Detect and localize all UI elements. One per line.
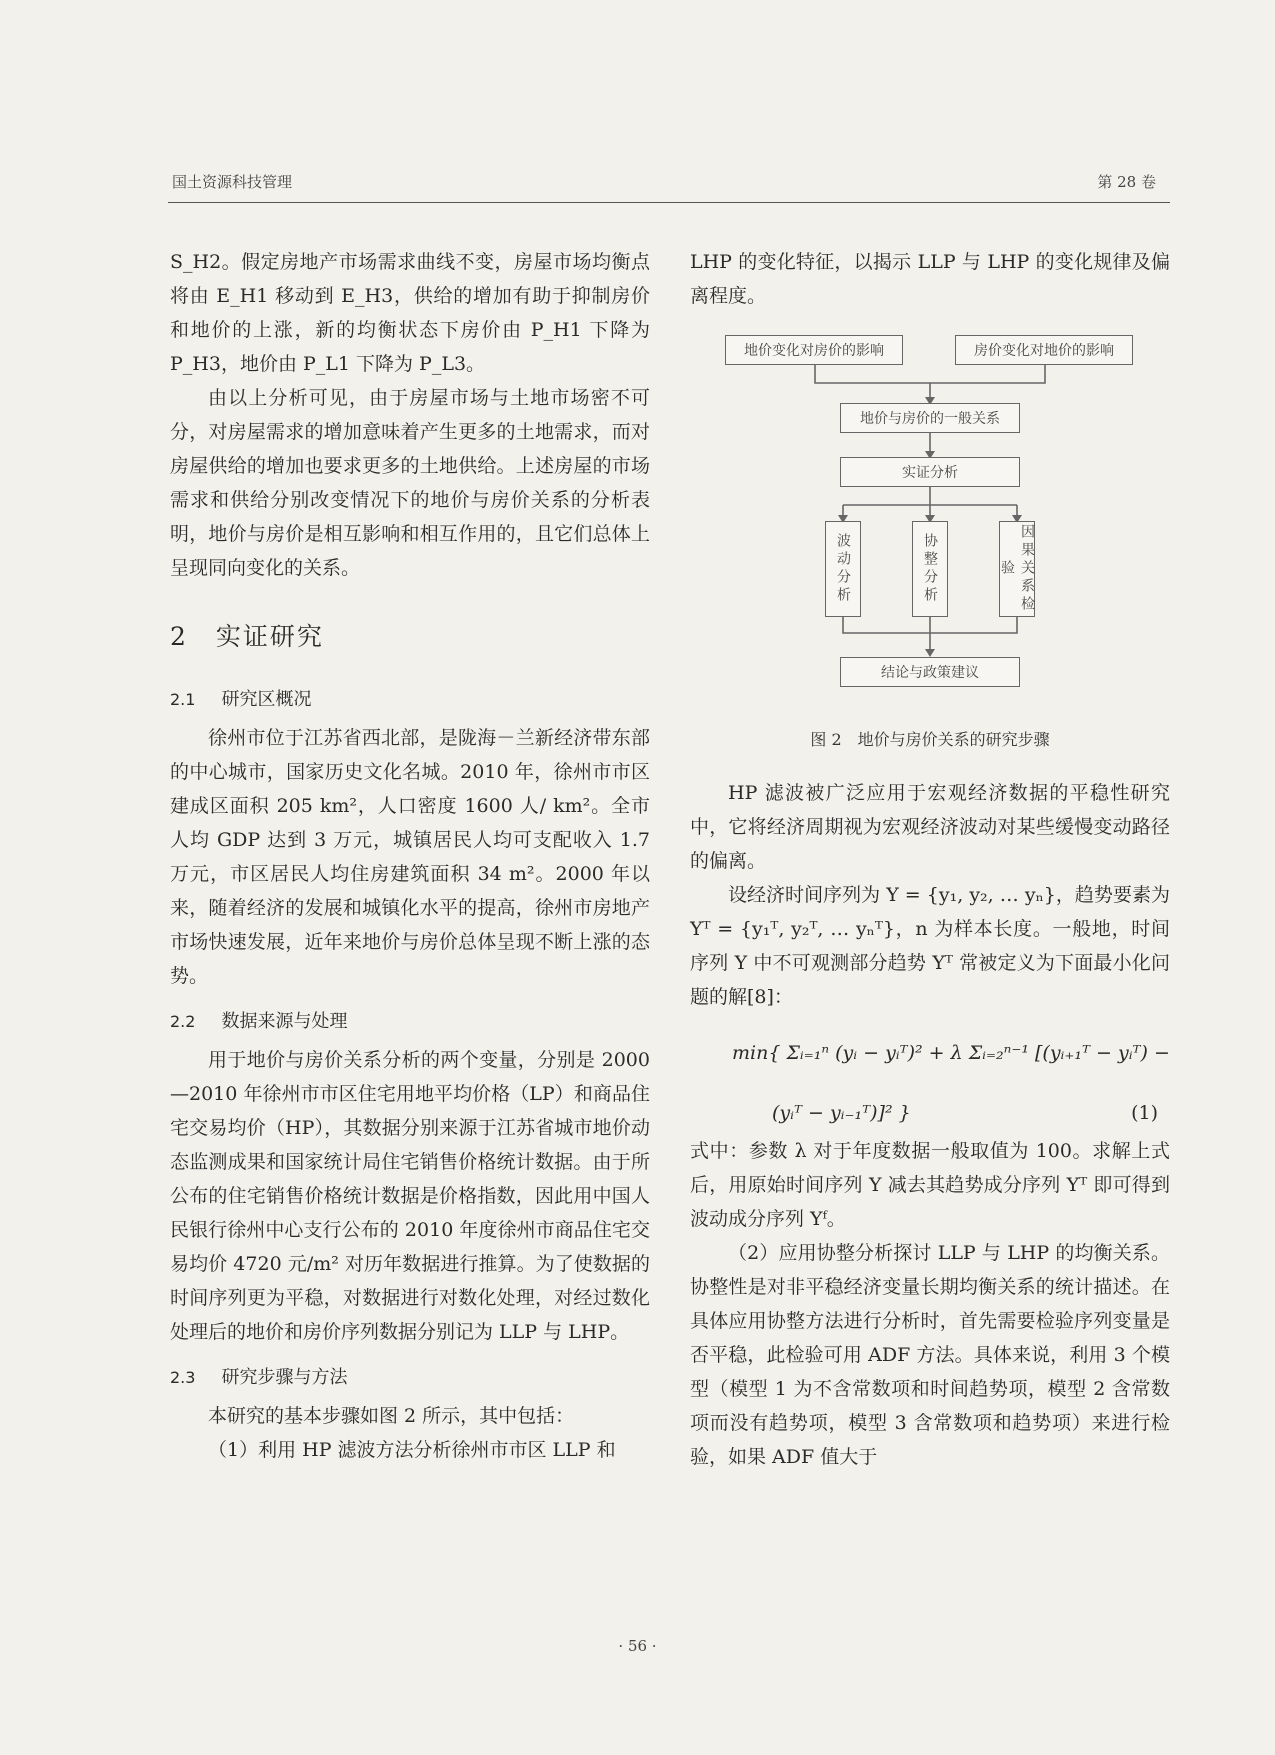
subsection-number: 2.1 (170, 690, 196, 709)
flow-box-empirical-analysis: 实证分析 (840, 457, 1020, 487)
paragraph: 徐州市位于江苏省西北部，是陇海－兰新经济带东部的中心城市，国家历史文化名城。2010 年，徐州市市区建成区面积 205 km²，人口密度 1600 人/ km²。全市人均 GDP 达到 3 万元，城镇居民人均可支配收入 1.7 万元，市区居民人均住房建筑面积 34 m²。2000 年以来，随着经济的发展和城镇化水平的提高，徐州市房地产市场快速发展，近年来地价与房价总体呈现不断上涨的态势。 (170, 727, 650, 987)
equation-line-1: min{ Σᵢ₌₁ⁿ (yᵢ − yᵢᵀ)² + λ Σᵢ₌₂ⁿ⁻¹ [(yᵢ₊₁ᵀ − yᵢᵀ) − (732, 1042, 1170, 1064)
left-column (170, 245, 650, 1467)
equation-1 (690, 1014, 1170, 1134)
section-number: 2 (170, 622, 188, 651)
page-number: · 56 · (618, 1637, 657, 1655)
flowchart-figure (725, 327, 1135, 707)
subsection-title: 数据来源与处理 (221, 1011, 348, 1032)
flow-box-general-relation: 地价与房价的一般关系 (840, 403, 1020, 433)
paragraph: （2）应用协整分析探讨 LLP 与 LHP 的均衡关系。协整性是对非平稳经济变量长期均衡关系的统计描述。在具体应用协整方法进行分析时，首先需要检验序列变量是否平稳，此检验可用 ADF 方法。具体来说，利用 3 个模型（模型 1 为不含常数项和时间趋势项，模型 2 含常数项而没有趋势项，模型 3 含常数项和趋势项）来进行检验，如果 ADF 值大于 (690, 1242, 1170, 1468)
equation-line-2: (yᵢᵀ − yᵢ₋₁ᵀ)]² } (772, 1102, 911, 1124)
flow-box-volatility: 波动分析 (825, 521, 861, 617)
subsection-number: 2.2 (170, 1012, 196, 1031)
paragraph: 设经济时间序列为 Y = {y₁, y₂, … yₙ}，趋势要素为 Yᵀ = {y₁ᵀ, y₂ᵀ, … yₙᵀ}，n 为样本长度。一般地，时间序列 Y 中不可观测部分趋势 Yᵀ 常被定义为下面最小化问题的解[8]： (690, 884, 1170, 1008)
figure-caption: 图 2 地价与房价关系的研究步骤 (810, 730, 1050, 749)
equation-number: (1) (1131, 1102, 1158, 1124)
subsection-heading (170, 1007, 650, 1037)
journal-name: 国土资源科技管理 (172, 173, 293, 191)
volume-number: 第 28 卷 (1097, 173, 1156, 191)
section-heading (170, 617, 650, 657)
paragraph: S_H2。假定房地产市场需求曲线不变，房屋市场均衡点将由 E_H1 移动到 E_H3，供给的增加有助于抑制房价和地价的上涨，新的均衡状态下房价由 P_H1 下降为 P_H3，地价由 P_L1 下降为 P_L3。 (170, 251, 650, 375)
subsection-title: 研究区概况 (221, 689, 312, 710)
flow-box-conclusion: 结论与政策建议 (840, 657, 1020, 687)
flow-box-cointegration: 协整分析 (912, 521, 948, 617)
subsection-title: 研究步骤与方法 (221, 1367, 348, 1388)
flow-box-land-to-house: 地价变化对房价的影响 (725, 335, 903, 365)
right-column (690, 245, 1170, 1474)
paragraph: 本研究的基本步骤如图 2 所示，其中包括： (208, 1405, 575, 1427)
paragraph: LHP 的变化特征，以揭示 LLP 与 LHP 的变化规律及偏离程度。 (690, 251, 1170, 307)
flow-box-house-to-land: 房价变化对地价的影响 (955, 335, 1133, 365)
running-header (168, 168, 1170, 203)
flowchart-connectors (725, 327, 1135, 707)
paragraph: HP 滤波被广泛应用于宏观经济数据的平稳性研究中，它将经济周期视为宏观经济波动对某些缓慢变动路径的偏离。 (690, 782, 1170, 872)
paragraph: 由以上分析可见，由于房屋市场与土地市场密不可分，对房屋需求的增加意味着产生更多的土地需求，而对房屋供给的增加也要求更多的土地供给。上述房屋的市场需求和供给分别改变情况下的地价与房价关系的分析表明，地价与房价是相互影响和相互作用的，且它们总体上呈现同向变化的关系。 (170, 387, 650, 579)
paragraph: （1）利用 HP 滤波方法分析徐州市市区 LLP 和 (208, 1439, 616, 1461)
flow-box-causality: 因果关系检验 (999, 521, 1035, 617)
subsection-heading (170, 685, 650, 715)
subsection-heading (170, 1363, 650, 1393)
paragraph: 用于地价与房价关系分析的两个变量，分别是 2000—2010 年徐州市市区住宅用地平均价格（LP）和商品住宅交易均价（HP），其数据分别来源于江苏省城市地价动态监测成果和国家统计局住宅销售价格统计数据。由于所公布的住宅销售价格统计数据是价格指数，因此用中国人民银行徐州中心支行公布的 2010 年度徐州市商品住宅交易均价 4720 元/m² 对历年数据进行推算。为了使数据的时间序列更为平稳，对数据进行对数化处理，对经过数化处理后的地价和房价序列数据分别记为 LLP 与 LHP。 (170, 1049, 650, 1343)
paragraph: 式中：参数 λ 对于年度数据一般取值为 100。求解上式后，用原始时间序列 Y 减去其趋势成分序列 Yᵀ 即可得到波动成分序列 Yᶠ。 (690, 1140, 1170, 1230)
subsection-number: 2.3 (170, 1368, 196, 1387)
section-title: 实证研究 (215, 622, 324, 651)
